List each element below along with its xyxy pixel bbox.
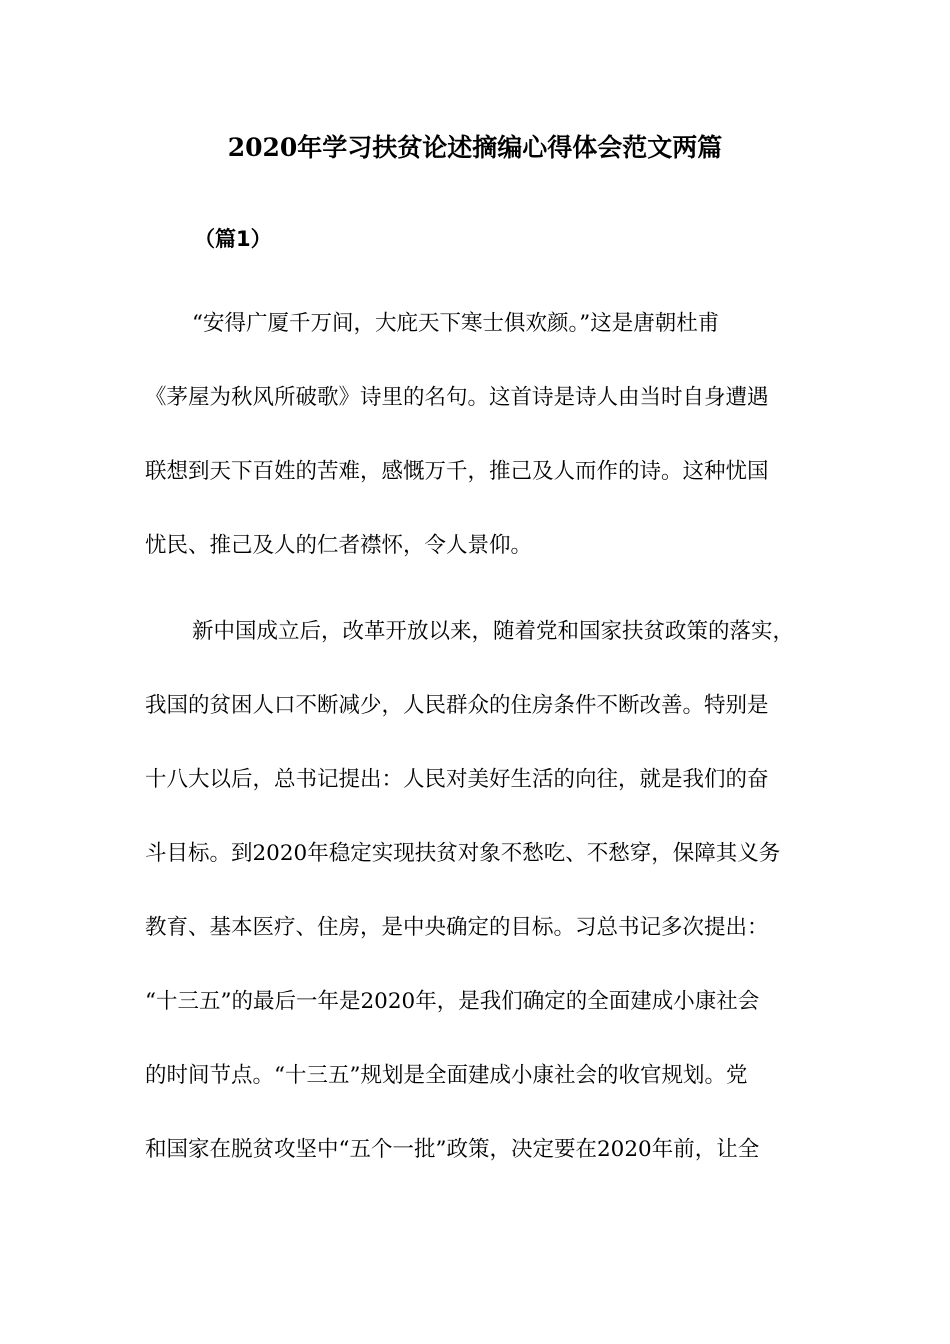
paragraph-line: 我国的贫困人口不断减少，人民群众的住房条件不断改善。特别是 [145, 693, 769, 718]
document-title: 2020年学习扶贫论述摘编心得体会范文两篇 [227, 133, 723, 162]
paragraph-line: 教育、基本医疗、住房，是中央确定的目标。习总书记多次提出： [145, 915, 769, 940]
paragraph-line: 的时间节点。“十三五”规划是全面建成小康社会的收官规划。党 [145, 1063, 748, 1088]
paragraph-line: 斗目标。到2020年稳定实现扶贫对象不愁吃、不愁穿，保障其义务 [145, 841, 781, 866]
paragraph-line: 忧民、推己及人的仁者襟怀，令人景仰。 [145, 533, 533, 558]
paragraph-line: “安得广厦千万间，大庇天下寒士俱欢颜。”这是唐朝杜甫 [192, 311, 720, 336]
paragraph-line: 和国家在脱贫攻坚中“五个一批”政策，决定要在2020年前，让全 [145, 1137, 760, 1162]
paragraph-line: 新中国成立后，改革开放以来，随着党和国家扶贫政策的落实， [192, 619, 795, 644]
paragraph-line: 《茅屋为秋风所破歌》诗里的名句。这首诗是诗人由当时自身遭遇 [145, 385, 769, 410]
paragraph-line: “十三五”的最后一年是2020年，是我们确定的全面建成小康社会 [145, 989, 760, 1014]
paragraph-line: 联想到天下百姓的苦难，感慨万千，推己及人而作的诗。这种忧国 [145, 459, 769, 484]
section-label: （篇1） [194, 227, 272, 251]
paragraph-line: 十八大以后，总书记提出：人民对美好生活的向往，就是我们的奋 [145, 767, 769, 792]
